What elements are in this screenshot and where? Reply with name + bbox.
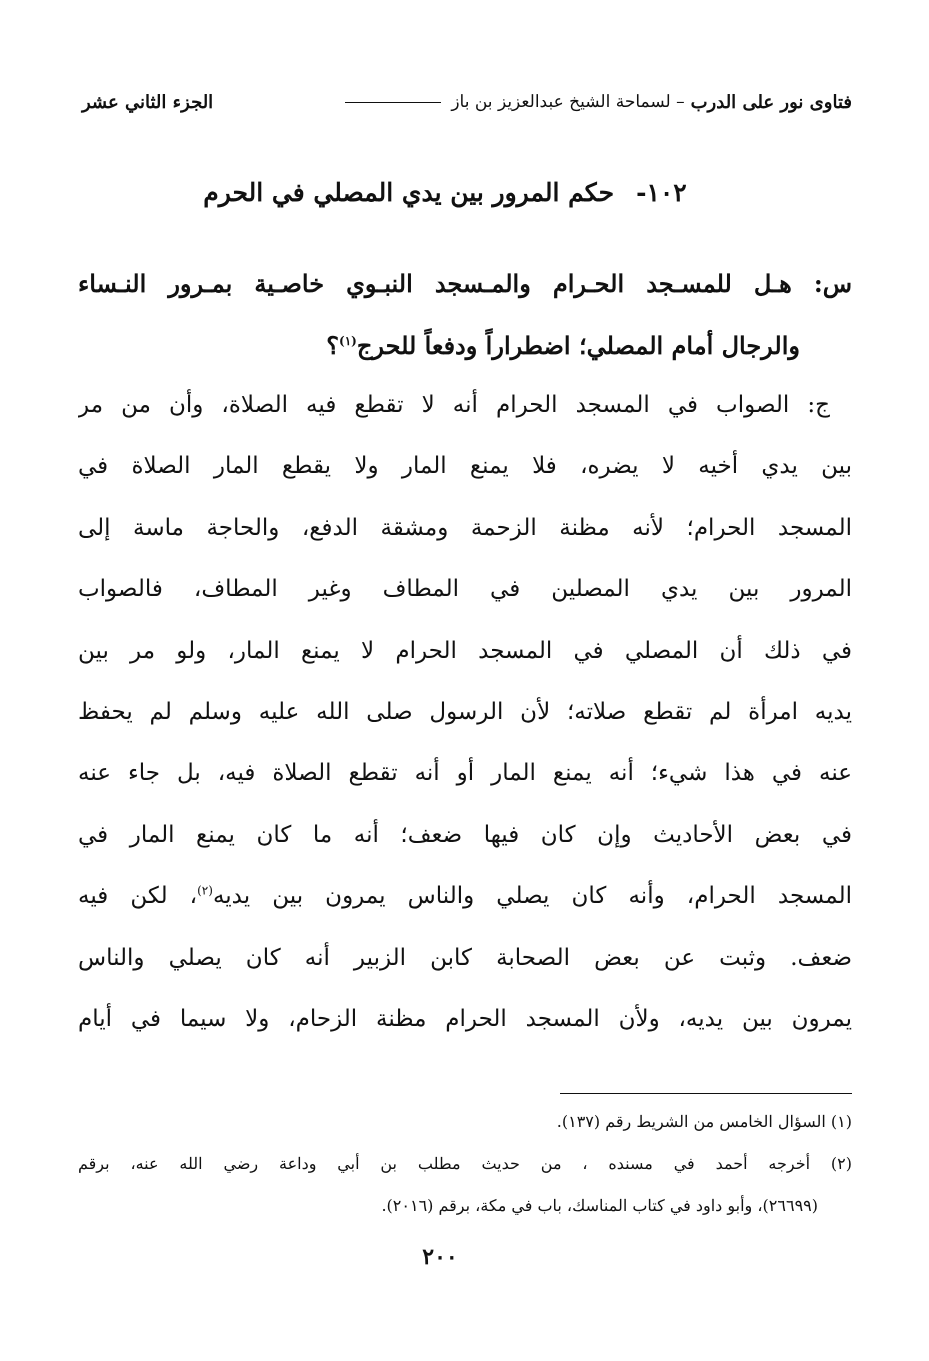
answer-line: يمرون بين يديه، ولأن المسجد الحرام مظنة الزحام، ولا سيما في أيام xyxy=(78,1005,852,1032)
answer-line xyxy=(78,869,852,930)
header-dash-line xyxy=(345,102,441,103)
section-heading xyxy=(200,178,690,226)
answer-line: بين يدي أخيه لا يضره، فلا يمنع المار ولا يقطع المار الصلاة في xyxy=(78,453,852,480)
header-title-group xyxy=(335,92,852,113)
running-header xyxy=(82,84,852,120)
footnote-1: (١) السؤال الخامس من الشريط رقم (١٣٧). xyxy=(556,1112,852,1131)
footnote-ref: (١) xyxy=(339,334,357,348)
section-number: ١٠٢- xyxy=(636,178,687,207)
question-line xyxy=(78,320,852,382)
answer-line: المرور بين يدي المصلين في المطاف وغير المطاف، فالصواب xyxy=(78,576,852,603)
answer-text: المسجد الحرام، وأنه كان يصلي والناس يمرون بين يديه xyxy=(212,883,852,910)
question-block xyxy=(78,258,852,382)
answer-line: ج: الصواب في المسجد الحرام أنه لا تقطع فيه الصلاة، وأن من مر xyxy=(78,392,830,418)
answer-line: في بعض الأحاديث وإن كان فيها ضعف؛ أنه ما كان يمنع المار في xyxy=(78,821,852,848)
footnote-ref: (٢) xyxy=(197,883,213,898)
header-author: – لسماحة الشيخ عبدالعزيز بن باز xyxy=(451,92,685,112)
answer-line: ضعف. وثبت عن بعض الصحابة كابن الزبير أنه كان يصلي والناس xyxy=(78,944,852,971)
answer-line: يديه امرأة لم تقطع صلاته؛ لأن الرسول صلى الله عليه وسلم لم يحفظ xyxy=(78,698,852,725)
answer-line: عنه في هذا شيء؛ أنه يمنع المار أو أنه تقطع الصلاة فيه، بل جاء عنه xyxy=(78,760,852,787)
footnote-2-line: (٢٦٦٩٩)، وأبو داود في كتاب المناسك، باب في مكة، برقم (٢٠١٦). xyxy=(381,1196,818,1215)
answer-line: في ذلك أن المصلي في المسجد الحرام لا يمنع المار، ولو مر بين xyxy=(78,637,852,664)
answer-text: ، لكن فيه xyxy=(78,883,198,910)
answer-block xyxy=(78,378,852,1053)
section-title: حكم المرور بين يدي المصلي في الحرم xyxy=(203,178,615,207)
question-text: والرجال أمام المصلي؛ اضطراراً ودفعاً للحرج xyxy=(356,331,800,360)
footnote-2-line: (٢) أخرجه أحمد في مسنده ، من حديث مطلب بن أبي وداعة رضي الله عنه، برقم xyxy=(78,1154,852,1173)
answer-line: المسجد الحرام؛ لأنه مظنة الزحمة ومشقة الدفع، والحاجة ماسة إلى xyxy=(78,514,852,541)
question-mark: ؟ xyxy=(326,331,340,360)
footnotes xyxy=(78,1104,852,1230)
header-volume: الجزء الثاني عشر xyxy=(82,91,214,113)
header-book-title: فتاوى نور على الدرب xyxy=(690,91,852,113)
question-line: س: هـل للمسـجد الحـرام والمـسجد النبـوي خاصـية بمـرور النـساء xyxy=(78,269,852,298)
footnote-separator xyxy=(560,1093,852,1094)
page-number: ٢٠٠ xyxy=(422,1244,458,1270)
